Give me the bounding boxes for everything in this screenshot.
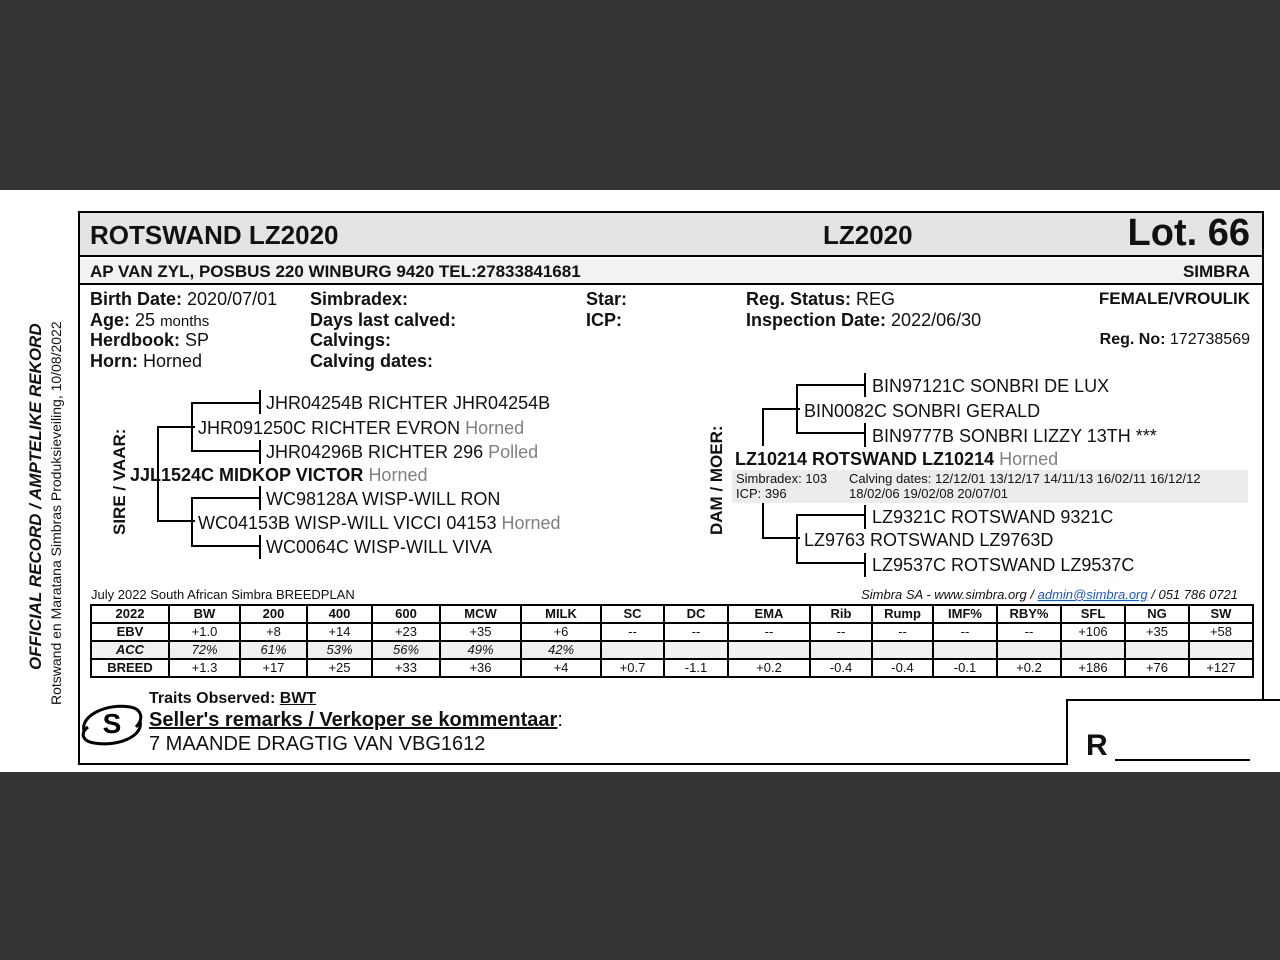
table-cell: +0.2 bbox=[997, 659, 1061, 677]
sire-tick bbox=[259, 486, 261, 510]
table-cell: +23 bbox=[372, 623, 440, 641]
animal-name: ROTSWAND LZ2020 bbox=[90, 220, 339, 250]
table-header-row bbox=[91, 605, 1253, 623]
sire-bracket bbox=[191, 402, 193, 452]
official-record-label: OFFICIAL RECORD / AMPTELIKE REKORD bbox=[26, 323, 45, 670]
dam-sire-dam: BIN9777B SONBRI LIZZY 13TH *** bbox=[872, 426, 1157, 446]
table-cell: +0.2 bbox=[728, 659, 810, 677]
sire-bracket bbox=[191, 497, 193, 547]
table-header-cell: MILK bbox=[521, 605, 601, 623]
table-cell: +36 bbox=[440, 659, 521, 677]
table-cell: 56% bbox=[372, 641, 440, 659]
table-cell: -0.4 bbox=[810, 659, 872, 677]
sire-line bbox=[157, 520, 195, 522]
table-cell: -- bbox=[872, 623, 933, 641]
table-cell: +6 bbox=[521, 623, 601, 641]
price-line[interactable] bbox=[1115, 759, 1250, 761]
breedplan-caption: July 2022 South African Simbra BREEDPLAN bbox=[91, 587, 355, 602]
lot-number: Lot. 66 bbox=[1127, 212, 1250, 254]
dam-dam-sire: LZ9321C ROTSWAND 9321C bbox=[872, 507, 1114, 527]
table-cell bbox=[810, 641, 872, 659]
sire-name: JJL1524C MIDKOP VICTOR Horned bbox=[130, 465, 428, 485]
dam-line bbox=[796, 384, 866, 386]
table-cell: 42% bbox=[521, 641, 601, 659]
icp-label: ICP: bbox=[586, 310, 622, 330]
sire-line bbox=[191, 450, 261, 452]
sire-dam-sire: WC98128A WISP-WILL RON bbox=[266, 489, 501, 509]
dam-bracket bbox=[796, 514, 798, 564]
table-cell: +33 bbox=[372, 659, 440, 677]
table-cell: BREED bbox=[91, 659, 169, 677]
dam-sire: BIN0082C SONBRI GERALD bbox=[804, 401, 1041, 421]
table-cell: -- bbox=[601, 623, 664, 641]
sex-label: FEMALE/VROULIK bbox=[1098, 289, 1250, 308]
sire-sire: JHR091250C RICHTER EVRON Horned bbox=[198, 418, 525, 438]
sire-dam-dam: WC0064C WISP-WILL VIVA bbox=[266, 537, 493, 557]
star-label: Star: bbox=[586, 289, 628, 309]
reg-status: Reg. Status: REG bbox=[746, 289, 896, 309]
table-cell: +4 bbox=[521, 659, 601, 677]
table-cell bbox=[1189, 641, 1253, 659]
table-cell: +1.0 bbox=[169, 623, 240, 641]
horn: Horn: Horned bbox=[90, 351, 203, 371]
table-cell: +0.7 bbox=[601, 659, 664, 677]
table-cell bbox=[872, 641, 933, 659]
table-cell: +35 bbox=[1125, 623, 1189, 641]
table-cell: +35 bbox=[440, 623, 521, 641]
table-cell: +58 bbox=[1189, 623, 1253, 641]
age: Age: 25 months bbox=[90, 310, 210, 330]
traits-observed: Traits Observed: BWT bbox=[149, 690, 317, 707]
table-header-cell: NG bbox=[1125, 605, 1189, 623]
table-cell: -- bbox=[997, 623, 1061, 641]
dam-name: LZ10214 ROTSWAND LZ10214 Horned bbox=[735, 449, 1059, 469]
table-header-cell: Rump bbox=[872, 605, 933, 623]
dam-bracket bbox=[796, 384, 798, 434]
dam-dam: LZ9763 ROTSWAND LZ9763D bbox=[804, 530, 1054, 550]
table-header-cell: SFL bbox=[1061, 605, 1125, 623]
table-cell: 53% bbox=[307, 641, 372, 659]
table-header-cell: MCW bbox=[440, 605, 521, 623]
breed-label: SIMBRA bbox=[1182, 262, 1250, 281]
inspection-date: Inspection Date: 2022/06/30 bbox=[746, 310, 982, 330]
table-cell: 61% bbox=[240, 641, 307, 659]
table-cell: -- bbox=[664, 623, 728, 641]
table-header-cell: 600 bbox=[372, 605, 440, 623]
table-header-cell: 2022 bbox=[91, 605, 169, 623]
sire-line bbox=[191, 497, 261, 499]
ebv-table bbox=[90, 604, 1254, 678]
table-header-cell: SW bbox=[1189, 605, 1253, 623]
table-header-cell: 200 bbox=[240, 605, 307, 623]
table-row-breed bbox=[91, 659, 1253, 677]
sire-dam: WC04153B WISP-WILL VICCI 04153 Horned bbox=[198, 513, 561, 533]
dam-tick bbox=[864, 373, 866, 397]
dam-simbradex: Simbradex: 103 bbox=[736, 471, 828, 486]
table-cell: ACC bbox=[91, 641, 169, 659]
dam-icp: ICP: 396 bbox=[736, 486, 787, 501]
sire-sire-sire: JHR04254B RICHTER JHR04254B bbox=[266, 393, 551, 413]
simbra-contact: Simbra SA - www.simbra.org / admin@simbra.org / 051 786 0721 bbox=[861, 587, 1238, 602]
calvings-label: Calvings: bbox=[310, 330, 392, 350]
table-cell bbox=[601, 641, 664, 659]
table-cell: +17 bbox=[240, 659, 307, 677]
auction-label: Rotswand en Maratana Simbras Produksieveiling, 10/08/2022 bbox=[48, 321, 64, 705]
dam-line bbox=[796, 432, 866, 434]
table-row-acc bbox=[91, 641, 1253, 659]
table-cell: -1.1 bbox=[664, 659, 728, 677]
animal-id: LZ2020 bbox=[823, 220, 913, 250]
dam-calving-dates-cont: 18/02/06 19/02/08 20/07/01 bbox=[849, 486, 1009, 501]
table-cell: +14 bbox=[307, 623, 372, 641]
sire-tick bbox=[259, 440, 261, 464]
dam-tick bbox=[864, 553, 866, 577]
table-cell: +186 bbox=[1061, 659, 1125, 677]
reg-number: Reg. No: 172738569 bbox=[1099, 331, 1250, 348]
table-header-cell: DC bbox=[664, 605, 728, 623]
table-header-cell: SC bbox=[601, 605, 664, 623]
herdbook: Herdbook: SP bbox=[90, 330, 210, 350]
table-cell: 49% bbox=[440, 641, 521, 659]
dam-dam-dam: LZ9537C ROTSWAND LZ9537C bbox=[872, 555, 1135, 575]
table-cell bbox=[728, 641, 810, 659]
table-cell: +1.3 bbox=[169, 659, 240, 677]
price-label: R bbox=[1086, 729, 1108, 762]
dam-sire-sire: BIN97121C SONBRI DE LUX bbox=[872, 376, 1110, 396]
simbradex-label: Simbradex: bbox=[310, 289, 409, 309]
dam-bracket bbox=[762, 408, 764, 446]
remarks-heading: Seller's remarks / Verkoper se kommentaar: bbox=[149, 709, 563, 731]
table-header-cell: Rib bbox=[810, 605, 872, 623]
table-cell: EBV bbox=[91, 623, 169, 641]
table-cell: +106 bbox=[1061, 623, 1125, 641]
sire-tick bbox=[259, 535, 261, 559]
remarks-text: 7 MAANDE DRAGTIG VAN VBG1612 bbox=[149, 733, 486, 755]
owner-details: AP VAN ZYL, POSBUS 220 WINBURG 9420 TEL:27833841681 bbox=[90, 262, 581, 281]
svg-text:S: S bbox=[102, 708, 122, 739]
table-cell bbox=[1125, 641, 1189, 659]
sire-line bbox=[191, 545, 261, 547]
table-cell: -0.4 bbox=[872, 659, 933, 677]
dam-tick bbox=[864, 505, 866, 529]
table-cell: -- bbox=[810, 623, 872, 641]
table-cell: -- bbox=[728, 623, 810, 641]
table-row-ebv bbox=[91, 623, 1253, 641]
dam-tick bbox=[864, 423, 866, 447]
table-cell: +127 bbox=[1189, 659, 1253, 677]
days-last-calved-label: Days last calved: bbox=[310, 310, 457, 330]
dam-line bbox=[796, 562, 866, 564]
email-link[interactable]: admin@simbra.org bbox=[1037, 587, 1148, 602]
table-cell bbox=[933, 641, 997, 659]
table-cell: +76 bbox=[1125, 659, 1189, 677]
table-cell: 72% bbox=[169, 641, 240, 659]
table-cell: +8 bbox=[240, 623, 307, 641]
dam-line bbox=[796, 514, 866, 516]
birth-date: Birth Date: 2020/07/01 bbox=[90, 289, 278, 309]
table-header-cell: 400 bbox=[307, 605, 372, 623]
calving-dates-label: Calving dates: bbox=[310, 351, 434, 371]
table-cell bbox=[664, 641, 728, 659]
table-cell: +25 bbox=[307, 659, 372, 677]
dam-line bbox=[762, 537, 800, 539]
dam-bracket bbox=[762, 503, 764, 539]
table-cell: -- bbox=[933, 623, 997, 641]
sire-line bbox=[157, 426, 195, 428]
sire-line bbox=[191, 402, 261, 404]
table-cell bbox=[997, 641, 1061, 659]
dam-line bbox=[762, 408, 800, 410]
simbra-logo-icon bbox=[78, 697, 146, 751]
table-header-cell: IMF% bbox=[933, 605, 997, 623]
table-header-cell: RBY% bbox=[997, 605, 1061, 623]
table-cell: -0.1 bbox=[933, 659, 997, 677]
sire-sire-dam: JHR04296B RICHTER 296 Polled bbox=[266, 442, 539, 462]
table-header-cell: EMA bbox=[728, 605, 810, 623]
sire-tick bbox=[259, 390, 261, 414]
table-header-cell: BW bbox=[169, 605, 240, 623]
dam-calving-dates: Calving dates: 12/12/01 13/12/17 14/11/13 16/02/11 16/12/12 bbox=[849, 471, 1201, 486]
table-cell bbox=[1061, 641, 1125, 659]
